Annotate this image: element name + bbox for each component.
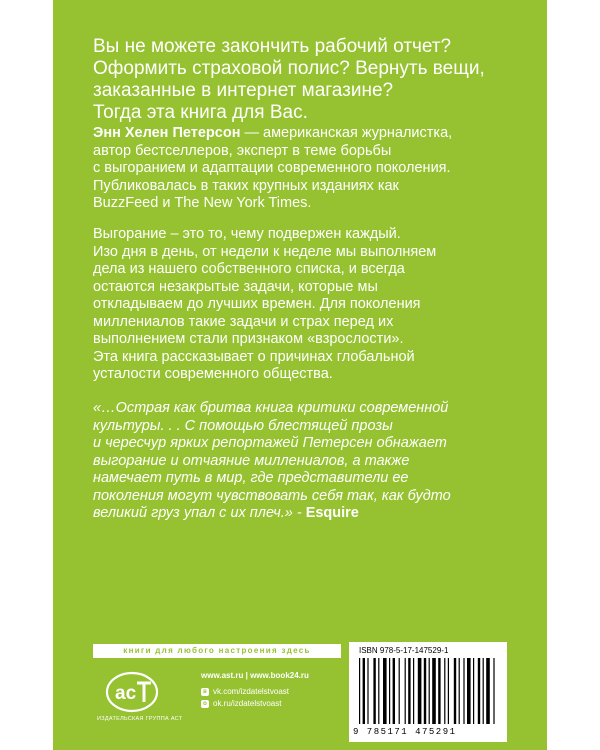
websites-link[interactable]: www.ast.ru | www.book24.ru xyxy=(201,671,309,680)
headline-line: Вы не можете закончить рабочий отчет? xyxy=(93,36,452,57)
logo-caption: ИЗДАТЕЛЬСКАЯ ГРУППА АСТ xyxy=(97,716,183,722)
headline-line: Оформить страховой полис? Вернуть вещи, xyxy=(93,58,485,79)
barcode-bar xyxy=(359,658,360,724)
quote-line: выгорание и отчаяние миллениалов, а также xyxy=(93,452,410,469)
description-line: остаются незакрытые задачи, которые мы xyxy=(93,278,378,295)
ok-icon: о xyxy=(201,700,209,708)
barcode-bar xyxy=(473,658,474,724)
barcode-bar xyxy=(429,658,430,724)
quote-text: великий груз упал с их плеч.» - xyxy=(93,505,306,521)
barcode-bar xyxy=(444,658,445,724)
barcode-bar xyxy=(432,658,436,724)
barcode-bar xyxy=(459,658,460,724)
book-description xyxy=(93,226,533,384)
description-line: дела из нашего собственного списка, и всегда xyxy=(93,261,405,277)
author-bio-text: — американская журналистка, xyxy=(240,125,453,141)
author-bio-line: автор бестселлеров, эксперт в теме борьбы xyxy=(93,142,392,159)
barcode-bar xyxy=(454,658,456,724)
barcode-bar xyxy=(467,658,471,724)
barcode-bar xyxy=(424,658,426,724)
barcode-bar xyxy=(399,658,400,724)
barcode-digits: 9 785171 475291 xyxy=(353,727,457,737)
isbn-label: ISBN 978-5-17-147529-1 xyxy=(359,646,449,655)
svg-text:ac: ac xyxy=(115,683,137,704)
ok-link-label: ok.ru/izdatelstvoast xyxy=(213,699,282,708)
barcode-bar xyxy=(393,658,395,724)
barcode-bar xyxy=(448,658,449,724)
description-line: откладываем до лучших времен. Для поколения xyxy=(93,296,421,312)
barcode-bar xyxy=(418,658,422,724)
description-line: усталости современного общества. xyxy=(93,366,333,382)
description-line: Выгорание – это то, чему подвержен каждый. xyxy=(93,226,401,242)
barcode-bar xyxy=(486,658,490,724)
headline-line: заказанные в интернет магазине? xyxy=(93,80,394,101)
vk-link-label: vk.com/izdatelstvoast xyxy=(213,687,290,696)
barcode-bar xyxy=(408,658,410,724)
quote-line: и чересчур ярких репортажей Петерсен обнажает xyxy=(93,435,447,451)
barcode-bar xyxy=(378,658,379,724)
tagline-bar: книги для любого настроения здесь xyxy=(93,644,341,658)
quote-last-line xyxy=(93,505,533,523)
headline-line: Тогда эта книга для Вас. xyxy=(93,102,308,123)
ast-logo xyxy=(105,670,159,714)
description-line: миллениалов такие задачи и страх перед их xyxy=(93,313,394,330)
quote-source: Esquire xyxy=(305,505,359,521)
description-line: Изо дня в день, от недели к неделе мы выполняем xyxy=(93,243,437,260)
barcode-bar xyxy=(413,658,414,724)
barcode xyxy=(357,658,499,726)
quote-line: поколения могут чувствовать себя так, как будто xyxy=(93,487,451,504)
back-cover xyxy=(53,0,547,750)
barcode-bar xyxy=(383,658,387,724)
barcode-bar xyxy=(367,658,368,724)
headline xyxy=(93,36,533,124)
barcode-bar xyxy=(389,658,390,724)
review-quote xyxy=(93,400,533,523)
barcode-bar xyxy=(478,658,480,724)
barcode-bar xyxy=(493,658,494,724)
author-bio-line: с выгоранием и адаптации современного поколения. xyxy=(93,160,451,176)
barcode-bar xyxy=(373,658,375,724)
barcode-bar xyxy=(405,658,406,724)
author-bio-first-line xyxy=(93,125,533,143)
author-name: Энн Хелен Петерсон xyxy=(93,125,241,141)
author-bio xyxy=(93,125,533,213)
vk-icon: в xyxy=(201,688,209,696)
barcode-bar xyxy=(483,658,484,724)
description-line: выполнением стали признаком «взрослости». xyxy=(93,331,404,347)
barcode-bar xyxy=(463,658,464,724)
isbn-block xyxy=(349,642,507,742)
author-bio-line: BuzzFeed и The New York Times. xyxy=(93,195,312,211)
author-bio-line: Публиковалась в таких крупных изданиях как xyxy=(93,177,399,194)
barcode-bar xyxy=(363,658,365,724)
quote-line: «…Острая как бритва книга критики современной xyxy=(93,400,449,416)
quote-line: намечает путь в мир, где представители ее xyxy=(93,470,409,486)
quote-line: культуры. . . С помощью блестящей прозы xyxy=(93,417,393,434)
barcode-bar xyxy=(438,658,440,724)
description-line: Эта книга рассказывает о причинах глобальной xyxy=(93,348,415,365)
